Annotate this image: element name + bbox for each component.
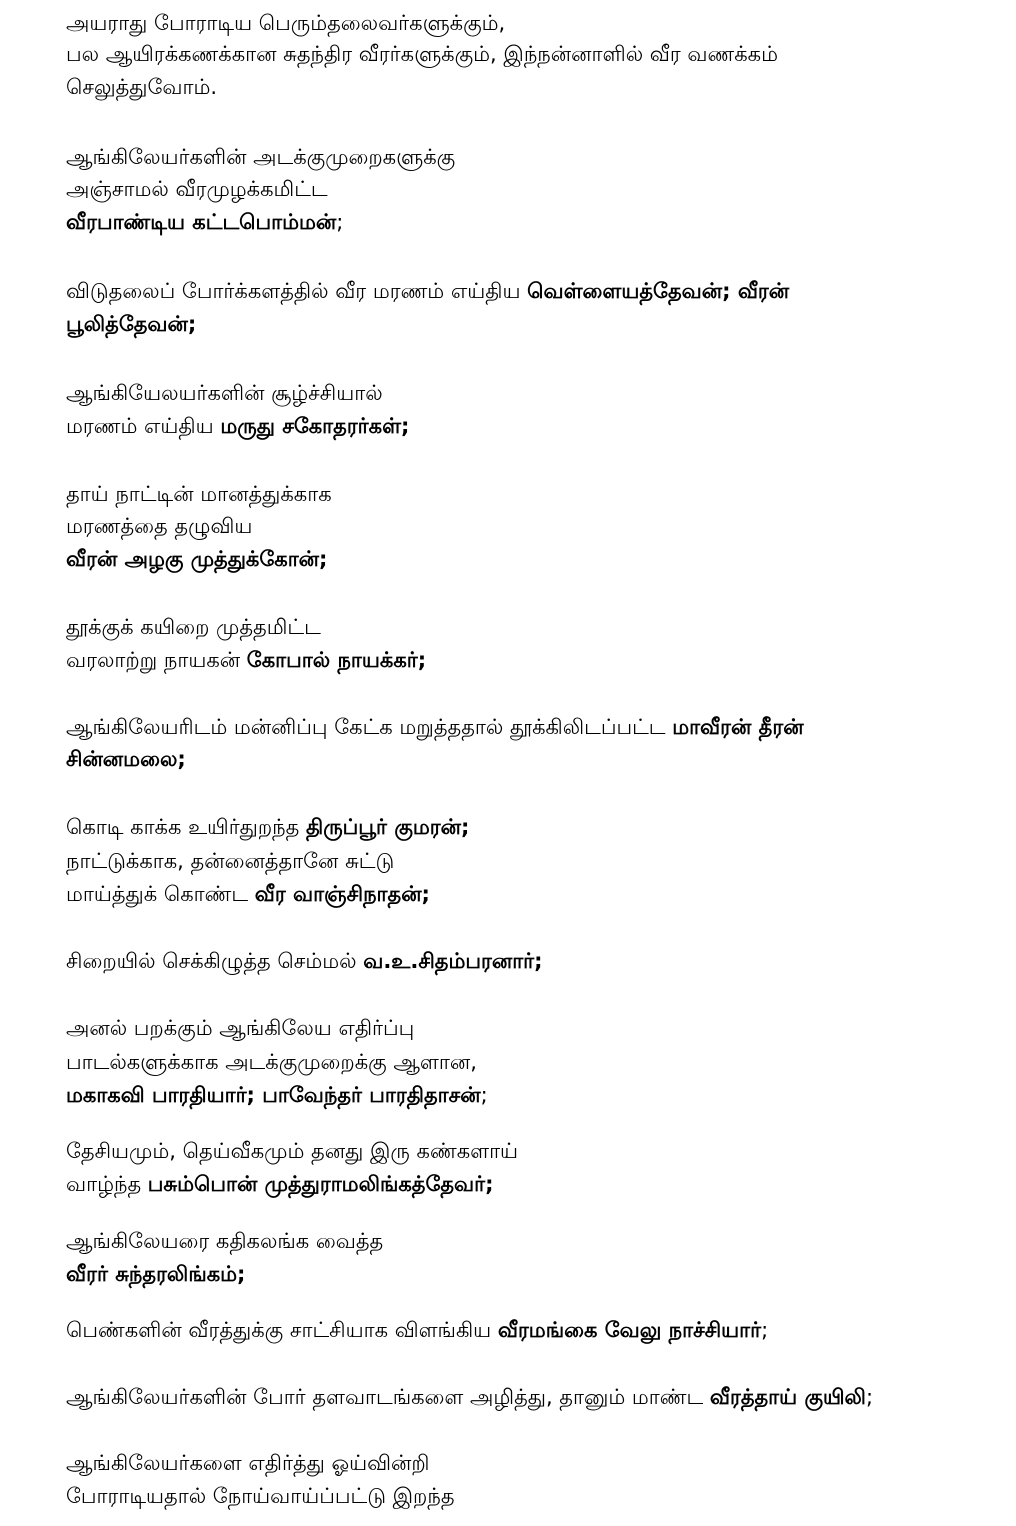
text-line <box>66 1448 429 1478</box>
text-span: நாட்டுக்காக, தன்னைத்தானே சுட்டு <box>66 849 395 873</box>
text-span: ஆங்கிலேயர்களின் அடக்குமுறைகளுக்கு <box>66 145 456 169</box>
bold-name: வீரத்தாய் குயிலி <box>709 1385 866 1409</box>
text-line <box>66 8 505 38</box>
text-span: அயராது போராடிய பெரும்தலைவர்களுக்கும், <box>66 11 506 35</box>
bold-name: வெள்ளையத்தேவன்; வீரன் <box>527 279 790 303</box>
bold-name: பூலித்தேவன்; <box>66 312 197 336</box>
bold-name: வீரன் அழகு முத்துக்கோன்; <box>66 547 328 571</box>
text-span: பெண்களின் வீரத்துக்கு சாட்சியாக விளங்கிய <box>66 1318 498 1342</box>
bold-name: மகாகவி பாரதியார்; பாவேந்தர் பாரதிதாசன் <box>66 1083 481 1107</box>
text-span: தாய் நாட்டின் மானத்துக்காக <box>66 482 332 506</box>
bold-name: வீரர் சுந்தரலிங்கம்; <box>66 1262 246 1286</box>
text-span: ; <box>336 210 344 234</box>
text-span: போராடியதால் நோய்வாய்ப்பட்டு இறந்த <box>66 1484 455 1508</box>
text-line <box>66 645 426 675</box>
text-span: ; <box>480 1083 488 1107</box>
text-span: ஆங்கிலேயர்களின் போர் தளவாடங்களை அழித்து, தானும் மாண்ட <box>66 1385 710 1409</box>
bold-name: பசும்பொன் முத்துராமலிங்கத்தேவர்; <box>147 1172 494 1196</box>
text-line <box>66 1382 873 1412</box>
text-span: வாழ்ந்த <box>66 1172 148 1196</box>
text-line <box>66 1136 518 1166</box>
text-span: ; <box>761 1318 769 1342</box>
text-span: பல ஆயிரக்கணக்கான சுதந்திர வீரர்களுக்கும், இந்நன்னாளில் வீர வணக்கம் <box>66 42 779 66</box>
bold-name: வீரமங்கை வேலு நாச்சியார் <box>497 1318 762 1342</box>
text-line <box>66 142 455 172</box>
text-span: ஆங்கிலேயரிடம் மன்னிப்பு கேட்க மறுத்ததால் தூக்கிலிடப்பட்ட <box>66 715 673 739</box>
bold-name: வீர வாஞ்சிநாதன்; <box>254 882 430 906</box>
text-span: அஞ்சாமல் வீரமுழக்கமிட்ட <box>66 177 328 201</box>
text-line <box>66 544 327 574</box>
text-line <box>66 744 186 774</box>
text-line <box>66 1169 494 1199</box>
text-line <box>66 174 328 204</box>
text-span: ஆங்கிலேயரை கதிகலங்க வைத்த <box>66 1229 384 1253</box>
text-span: தூக்குக் கயிறை முத்தமிட்ட <box>66 615 321 639</box>
bold-name: திருப்பூர் குமரன்; <box>306 815 470 839</box>
text-line <box>66 411 409 441</box>
text-span: ; <box>865 1385 874 1409</box>
text-span: மரணத்தை தழுவிய <box>66 514 253 538</box>
text-line <box>66 812 469 842</box>
text-line <box>66 1481 455 1511</box>
text-line <box>66 207 343 237</box>
text-line <box>66 612 321 642</box>
text-line <box>66 276 789 306</box>
text-span: செலுத்துவோம். <box>66 75 218 99</box>
text-line <box>66 378 383 408</box>
bold-name: மாவீரன் தீரன் <box>672 715 804 739</box>
text-span: ஆங்கிலேயர்களை எதிர்த்து ஓய்வின்றி <box>66 1451 430 1475</box>
text-line <box>66 1259 245 1289</box>
bold-name: வீரபாண்டிய கட்டபொம்மன் <box>66 210 337 234</box>
text-line <box>66 1080 488 1110</box>
text-line <box>66 1315 768 1345</box>
text-line <box>66 846 394 876</box>
text-line <box>66 1013 414 1043</box>
text-line <box>66 879 430 909</box>
text-line <box>66 1047 477 1077</box>
text-line <box>66 946 543 976</box>
text-span: சிறையில் செக்கிழுத்த செம்மல் <box>66 949 364 973</box>
text-line <box>66 479 332 509</box>
text-span: பாடல்களுக்காக அடக்குமுறைக்கு ஆளான, <box>66 1050 477 1074</box>
text-line <box>66 72 217 102</box>
bold-name: கோபால் நாயக்கர்; <box>246 648 427 672</box>
bold-name: வ.உ.சிதம்பரனார்; <box>363 949 543 973</box>
text-span: மாய்த்துக் கொண்ட <box>66 882 255 906</box>
text-line <box>66 309 196 339</box>
text-span: ஆங்கியேலயர்களின் சூழ்ச்சியால் <box>66 381 383 405</box>
bold-name: சின்னமலை; <box>66 747 186 771</box>
text-line <box>66 712 804 742</box>
text-line <box>66 511 252 541</box>
text-span: தேசியமும், தெய்வீகமும் தனது இரு கண்களாய் <box>66 1139 519 1163</box>
bold-name: மருது சகோதரர்கள்; <box>220 414 410 438</box>
text-span: வரலாற்று நாயகன் <box>66 648 247 672</box>
text-line <box>66 1226 383 1256</box>
text-line <box>66 39 778 69</box>
text-span: அனல் பறக்கும் ஆங்கிலேய எதிர்ப்பு <box>66 1016 415 1040</box>
text-span: விடுதலைப் போர்க்களத்தில் வீர மரணம் எய்திய <box>66 279 528 303</box>
text-span: கொடி காக்க உயிர்துறந்த <box>66 815 306 839</box>
text-span: மரணம் எய்திய <box>66 414 221 438</box>
